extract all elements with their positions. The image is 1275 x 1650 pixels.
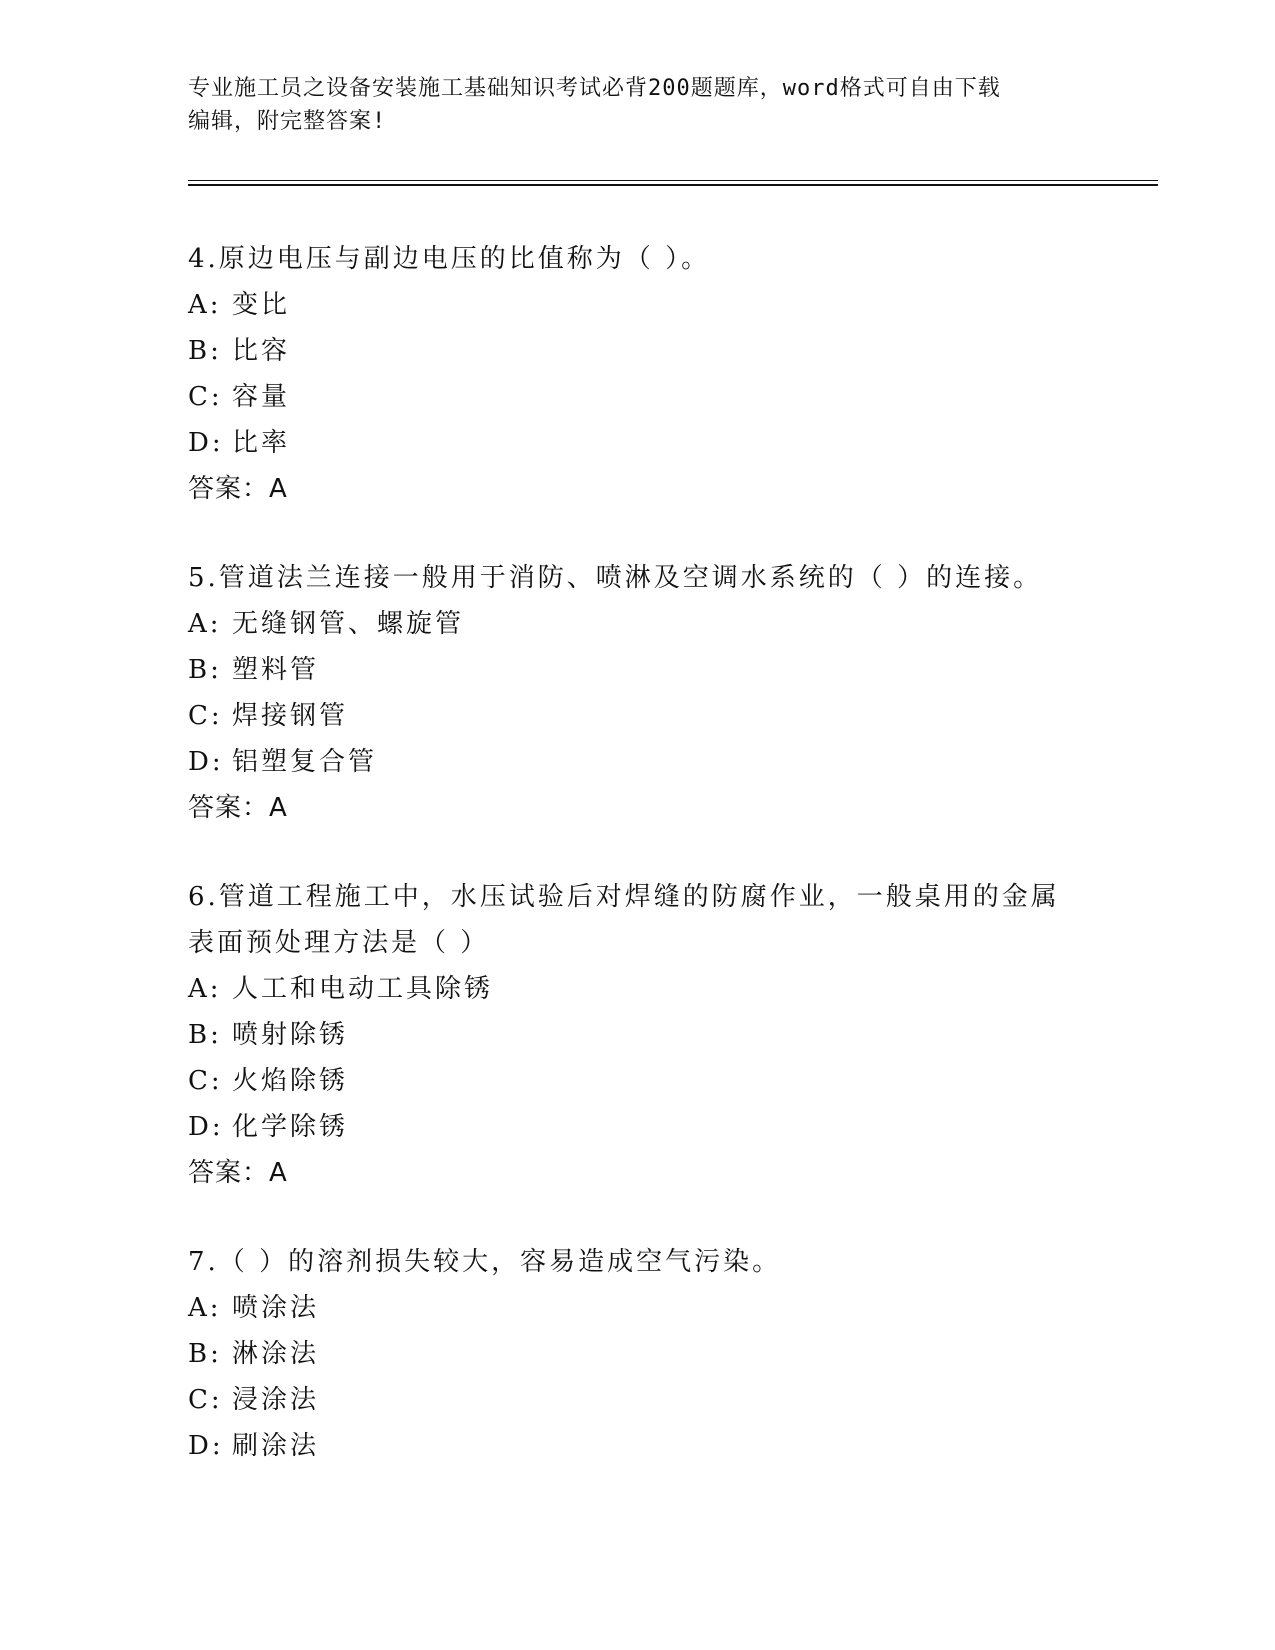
question-option xyxy=(188,601,1088,647)
question-stem: 4.原边电压与副边电压的比值称为（ ）。 xyxy=(188,244,711,274)
option-key: C: xyxy=(188,1066,223,1096)
header-rule-thick xyxy=(188,184,1158,186)
option-key: A: xyxy=(188,609,222,639)
option-text: 塑料管 xyxy=(232,655,320,685)
question-option xyxy=(188,282,1088,328)
question-block xyxy=(188,236,1088,512)
option-key: D: xyxy=(188,1431,224,1461)
question-stem: 6.管道工程施工中，水压试验后对焊缝的防腐作业，一般桌用的金属表面预处理方法是（ ） xyxy=(188,882,1060,958)
option-text: 淋涂法 xyxy=(232,1339,320,1369)
header-line-2: 编辑，附完整答案! xyxy=(188,109,387,134)
question-option xyxy=(188,1104,1088,1150)
question-block xyxy=(188,555,1088,831)
option-text: 比容 xyxy=(232,336,291,366)
option-key: B: xyxy=(188,336,222,366)
question-stem: 5.管道法兰连接一般用于消防、喷淋及空调水系统的（ ）的连接。 xyxy=(188,563,1043,593)
header-line-1: 专业施工员之设备安装施工基础知识考试必背200题题库，word格式可自由下载 xyxy=(188,76,1001,101)
option-text: 无缝钢管、螺旋管 xyxy=(232,609,465,639)
option-key: B: xyxy=(188,655,222,685)
question-option xyxy=(188,647,1088,693)
question-block xyxy=(188,1239,1088,1469)
document-header xyxy=(188,72,1088,138)
question-option xyxy=(188,739,1088,785)
answer-value: A xyxy=(269,474,288,504)
option-key: D: xyxy=(188,1112,224,1142)
question-option xyxy=(188,374,1088,420)
answer-line xyxy=(188,1150,1088,1196)
option-key: D: xyxy=(188,428,224,458)
option-text: 刷涂法 xyxy=(232,1431,320,1461)
question-option xyxy=(188,1012,1088,1058)
answer-label: 答案： xyxy=(188,793,270,823)
option-key: A: xyxy=(188,974,222,1004)
answer-line xyxy=(188,466,1088,512)
question-option xyxy=(188,1423,1088,1469)
option-text: 容量 xyxy=(232,382,291,412)
option-text: 比率 xyxy=(232,428,291,458)
option-key: C: xyxy=(188,382,223,412)
answer-label: 答案： xyxy=(188,474,270,504)
question-option xyxy=(188,420,1088,466)
question-option xyxy=(188,328,1088,374)
question-block xyxy=(188,874,1088,1196)
question-stem: 7.（ ）的溶剂损失较大，容易造成空气污染。 xyxy=(188,1247,782,1277)
question-option xyxy=(188,966,1088,1012)
answer-line xyxy=(188,785,1088,831)
option-text: 变比 xyxy=(232,290,291,320)
question-option xyxy=(188,1285,1088,1331)
option-key: B: xyxy=(188,1020,222,1050)
option-text: 喷射除锈 xyxy=(232,1020,349,1050)
option-text: 化学除锈 xyxy=(232,1112,349,1142)
question-option xyxy=(188,1377,1088,1423)
question-list xyxy=(188,236,1088,1512)
option-key: C: xyxy=(188,1385,223,1415)
answer-value: A xyxy=(269,793,288,823)
option-key: D: xyxy=(188,747,224,777)
option-text: 浸涂法 xyxy=(232,1385,320,1415)
option-text: 火焰除锈 xyxy=(232,1066,349,1096)
option-text: 焊接钢管 xyxy=(232,701,349,731)
question-option xyxy=(188,693,1088,739)
header-rule-thin xyxy=(188,180,1158,181)
question-option xyxy=(188,1058,1088,1104)
option-text: 喷涂法 xyxy=(232,1293,320,1323)
option-key: C: xyxy=(188,701,223,731)
answer-value: A xyxy=(269,1158,288,1188)
option-text: 人工和电动工具除锈 xyxy=(232,974,494,1004)
option-key: B: xyxy=(188,1339,222,1369)
option-text: 铝塑复合管 xyxy=(232,747,378,777)
question-option xyxy=(188,1331,1088,1377)
option-key: A: xyxy=(188,290,222,320)
answer-label: 答案： xyxy=(188,1158,270,1188)
option-key: A: xyxy=(188,1293,222,1323)
